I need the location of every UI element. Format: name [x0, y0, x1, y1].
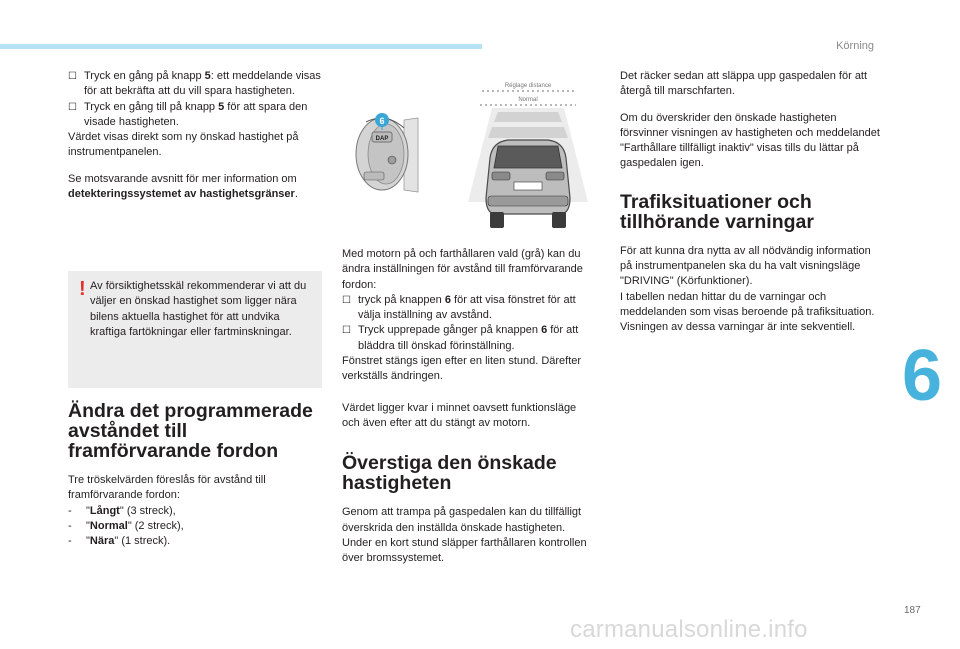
bullet-icon: ☐ [68, 101, 77, 113]
left-column [68, 69, 324, 213]
distance-screen [454, 72, 602, 240]
reference-link: detekteringssystemet av hastighetsgränser [68, 188, 295, 201]
chapter-number: 6 [902, 336, 943, 416]
reference-text: Se motsvarande avsnitt för mer information om detekteringssystemet av hastighetsgränser. [68, 172, 298, 201]
distance-heading: Ändra det programmerade avståndet till framförvarande fordon [68, 400, 313, 462]
step-scroll-distance: ☐ Tryck upprepade gånger på knappen 6 för att bläddra till önskad förinställning. [342, 323, 592, 354]
option-far: - "Långt" (3 streck), [68, 504, 176, 517]
distance-setting-illustration [342, 72, 602, 240]
warning-text: Av försiktighetsskäl rekommenderar vi att du väljer en önskad hastighet som ligger nära bilens aktuella hastighet för att undvika kraftiga fartökningar eller fartminskningar. [90, 280, 307, 338]
distance-adjust-intro: Med motorn på och farthållaren vald (grå) kan du ändra inställningen för avstånd till framförvarande fordon: [342, 248, 583, 291]
right-column [620, 69, 882, 336]
exceed-speed-body-2: Under en kort stund släpper farthållaren kontrollen över bromssystemet. [342, 536, 587, 565]
illustration-svg [342, 72, 602, 240]
page-number: 187 [904, 605, 921, 616]
header-accent-bar [0, 44, 482, 49]
release-pedal-text: Det räcker sedan att släppa upp gaspedalen för att återgå till marschfarten. [620, 70, 868, 98]
control-label: DAP [375, 136, 389, 142]
option-normal: - "Normal" (2 streck), [68, 519, 184, 532]
left-column-lower [68, 401, 324, 549]
warning-box [68, 271, 322, 388]
option-near: - "Nära" (1 streck). [68, 535, 171, 548]
window-closes-text: Fönstret stängs igen efter en liten stund. Därefter verkställs ändringen. [342, 355, 582, 383]
traffic-body-2: I tabellen nedan hittar du de varningar och meddelanden som visas beroende på trafiksituation. [620, 290, 875, 318]
step-open-distance: ☐ tryck på knappen 6 för att visa fönstret för att välja inställning av avstånd. [342, 293, 592, 324]
screen-title: Réglage distance [504, 83, 552, 89]
bullet-icon: ☐ [342, 294, 351, 306]
exceed-speed-heading: Överstiga den önskade hastigheten [342, 452, 557, 495]
bullet-icon: ☐ [68, 71, 77, 82]
watermark: carmanualsonline.info [570, 616, 808, 643]
traffic-body-1: För att kunna dra nytta av all nödvändig information på instrumentpanelen ska du ha valt visningsläge "DRIVING" (Körfunktioner). [620, 244, 871, 288]
distance-intro: Tre tröskelvärden föreslås för avstånd till framförvarande fordon: [68, 474, 266, 502]
step-save-speed: ☐ Tryck en gång till på knapp 5 för att spara den visade hastigheten. [68, 100, 324, 131]
section-title: Körning [836, 40, 874, 52]
traffic-heading: Trafiksituationer och tillhörande varningar [620, 190, 814, 233]
memory-note: Värdet ligger kvar i minnet oavsett funktionsläge och även efter att du stängt av motorn. [342, 401, 577, 429]
exceed-speed-body: Genom att trampa på gaspedalen kan du tillfälligt överskrida den inställda önskade hastigheten. [342, 506, 582, 534]
button-badge: 6 [379, 116, 385, 126]
bullet-icon: ☐ [342, 325, 351, 337]
warning-icon: ! [79, 278, 86, 300]
screen-subtitle: Normal [518, 97, 538, 103]
step-save-confirm: ☐ Tryck en gång på knapp 5: ett meddelande visas för att bekräfta att du vill spara hastigheten. [68, 69, 324, 100]
traffic-body-3: Visningen av dessa varningar är inte sekventiell. [620, 321, 856, 334]
overspeed-text: Om du överskrider den önskade hastigheten försvinner visningen av hastigheten och meddelandet "Farthållare tillfälligt inaktiv" visas tills du lättar på gaspedalen igen. [620, 111, 880, 170]
middle-column [342, 247, 592, 566]
after-steps-text: Värdet visas direkt som ny önskad hastighet på instrumentpanelen. [68, 131, 299, 159]
cruise-control-stalk-icon [356, 118, 418, 192]
